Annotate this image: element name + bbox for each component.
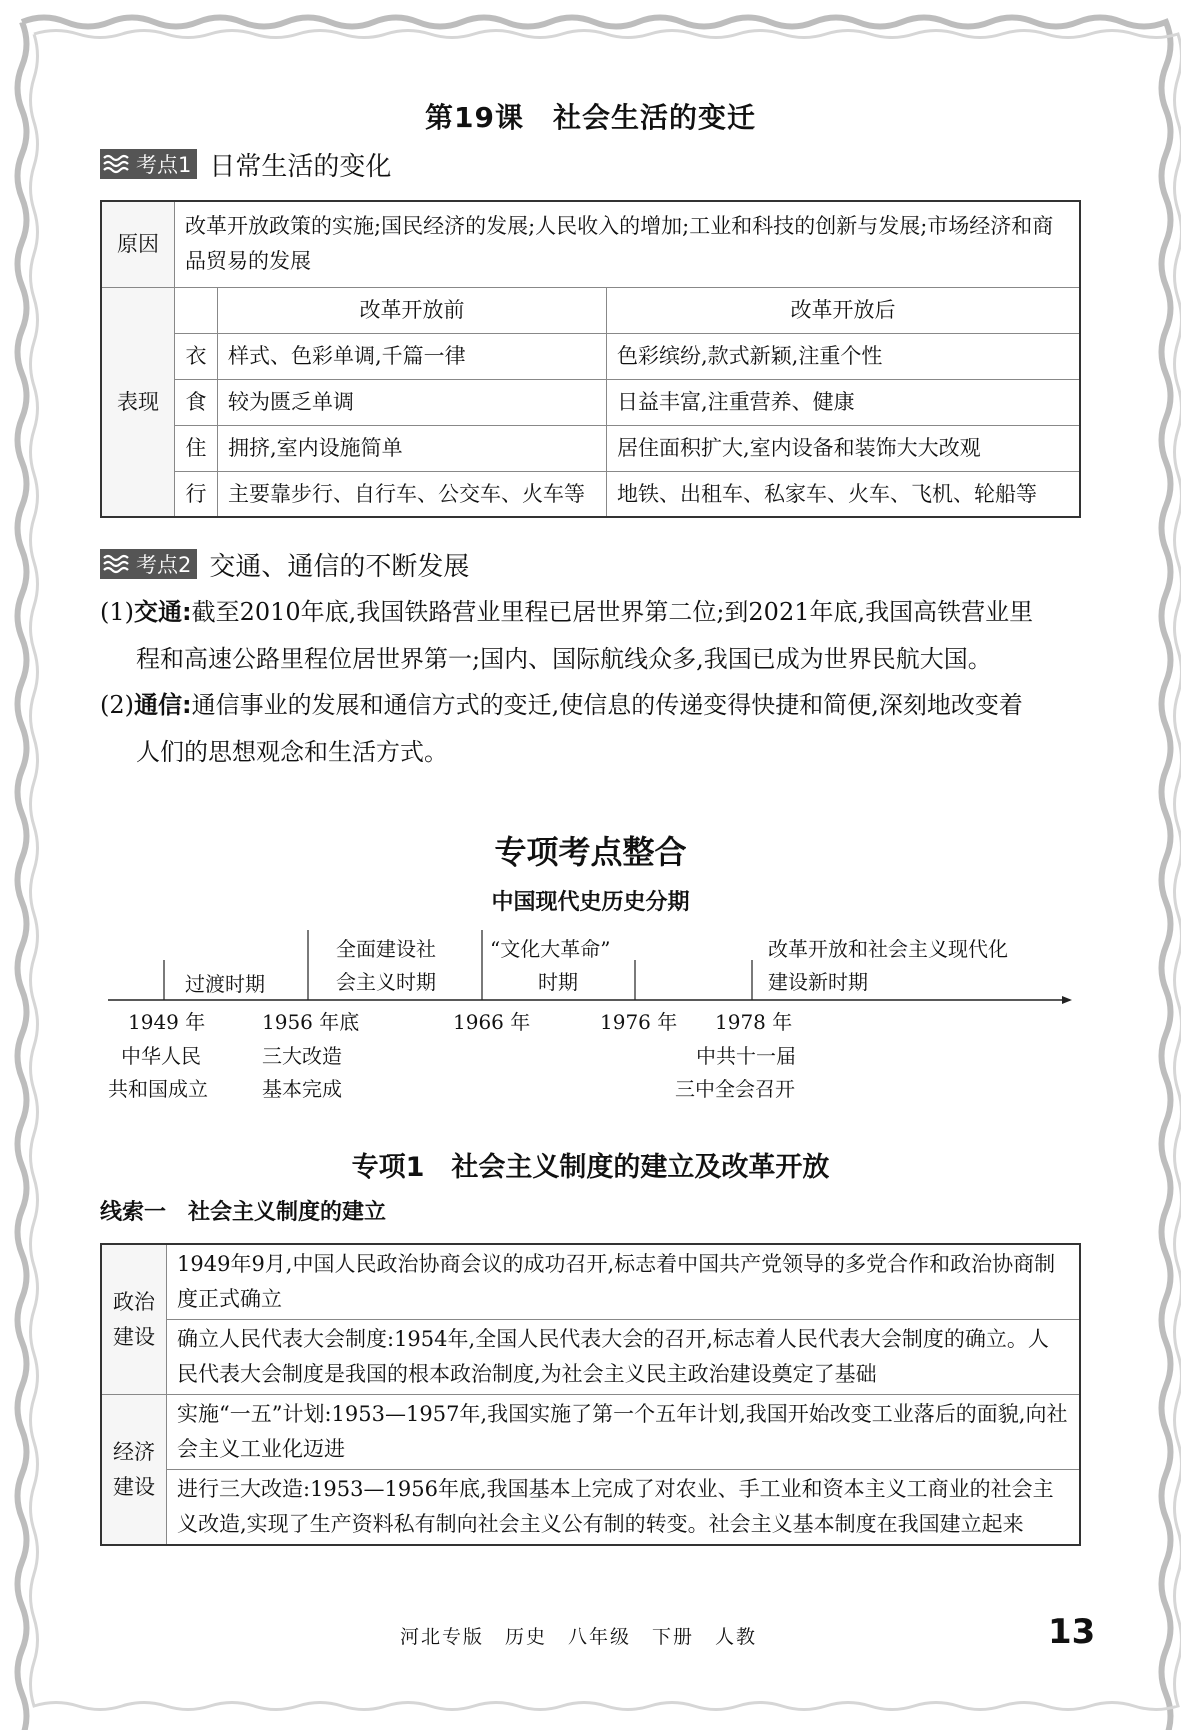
para-line-1: 截至2010年底,我国铁路营业里程已居世界第二位;到2021年底,我国高铁营业里 — [191, 598, 1034, 626]
row-before: 拥挤,室内设施简单 — [218, 425, 607, 471]
event-prc-2: 共和国成立 — [108, 1077, 208, 1101]
event-prc-1: 中华人民 — [121, 1044, 201, 1068]
para-num: (1) — [100, 598, 134, 626]
para-num: (2) — [100, 691, 134, 719]
event-plenum-2: 三中全会召开 — [675, 1077, 795, 1101]
period-cultural-revolution-2: 时期 — [538, 970, 578, 994]
period-construction-2: 会主义时期 — [336, 970, 436, 994]
para-line-2: 程和高速公路里程位居世界第一;国内、国际航线众多,我国已成为世界民航大国。 — [136, 645, 992, 673]
row-before: 较为匮乏单调 — [218, 379, 607, 425]
daily-life-table — [100, 200, 1081, 518]
row-after: 居住面积扩大,室内设备和装饰大大改观 — [607, 425, 1081, 471]
reason-text: 改革开放政策的实施;国民经济的发展;人民收入的增加;工业和科技的创新与发展;市场经济和商品贸易的发展 — [175, 201, 1081, 287]
para-label: 交通: — [134, 598, 192, 626]
date-1976: 1976 年 — [600, 1010, 678, 1034]
para-line-1: 通信事业的发展和通信方式的变迁,使信息的传递变得快捷和简便,深刻地改变着 — [191, 691, 1023, 719]
period-construction-1: 全面建设社 — [336, 937, 436, 961]
wave-icon — [102, 551, 132, 577]
politics-item-2: 确立人民代表大会制度:1954年,全国人民代表大会的召开,标志着人民代表大会制度的确立。人民代表大会制度是我国的根本政治制度,为社会主义民主政治建设奠定了基础 — [167, 1320, 1081, 1395]
economy-label-1: 经济 — [113, 1439, 155, 1464]
row-key: 行 — [175, 471, 218, 517]
politics-label-1: 政治 — [113, 1289, 155, 1314]
politics-label-2: 建设 — [113, 1324, 155, 1349]
para-label: 通信: — [134, 691, 192, 719]
paragraph-communication — [100, 682, 1085, 776]
period-cultural-revolution-1: “文化大革命” — [490, 937, 611, 961]
economy-item-2: 进行三大改造:1953—1956年底,我国基本上完成了对农业、手工业和资本主义工商业的社会主义改造,实现了生产资料私有制向社会主义公有制的转变。社会主义基本制度在我国建立起来 — [167, 1470, 1081, 1546]
kaodian-badge-label: 考点2 — [136, 553, 192, 577]
row-key: 衣 — [175, 333, 218, 379]
period-reform-2: 建设新时期 — [768, 970, 868, 994]
topic1-title: 专项1 社会主义制度的建立及改革开放 — [351, 1152, 830, 1183]
event-reform3-1: 三大改造 — [262, 1044, 342, 1068]
event-plenum-1: 中共十一届 — [696, 1044, 796, 1068]
politics-label — [101, 1244, 167, 1395]
date-1966: 1966 年 — [453, 1010, 531, 1034]
kaodian-badge — [100, 149, 197, 179]
socialist-system-table — [100, 1243, 1081, 1546]
paragraph-transport — [100, 589, 1085, 683]
special-section-title: 专项考点整合 — [494, 833, 687, 871]
date-1956: 1956 年底 — [262, 1010, 360, 1034]
kaodian-badge-label: 考点1 — [136, 153, 192, 177]
timeline-title: 中国现代史历史分期 — [491, 890, 690, 915]
period-reform-1: 改革开放和社会主义现代化 — [768, 937, 1008, 961]
page-number: 13 — [1048, 1612, 1096, 1652]
col-after: 改革开放后 — [607, 287, 1081, 333]
row-key: 食 — [175, 379, 218, 425]
date-1949: 1949 年 — [128, 1010, 206, 1034]
page-footer: 河北专版 历史 八年级 下册 人教 — [400, 1626, 758, 1648]
para-line-2: 人们的思想观念和生活方式。 — [136, 738, 448, 766]
row-after: 日益丰富,注重营养、健康 — [607, 379, 1081, 425]
row-before: 样式、色彩单调,千篇一律 — [218, 333, 607, 379]
row-after: 地铁、出租车、私家车、火车、飞机、轮船等 — [607, 471, 1081, 517]
politics-item-1: 1949年9月,中国人民政治协商会议的成功召开,标志着中国共产党领导的多党合作和政治协商制度正式确立 — [167, 1244, 1081, 1320]
reason-label: 原因 — [101, 201, 175, 287]
date-1978: 1978 年 — [715, 1010, 793, 1034]
clue1-title: 线索一 社会主义制度的建立 — [100, 1200, 387, 1225]
row-key: 住 — [175, 425, 218, 471]
economy-label — [101, 1395, 167, 1546]
kaodian-2-heading — [100, 547, 469, 581]
event-reform3-2: 基本完成 — [262, 1077, 342, 1101]
wave-icon — [102, 151, 132, 177]
col-before: 改革开放前 — [218, 287, 607, 333]
kaodian-badge — [100, 549, 197, 579]
economy-item-1: 实施“一五”计划:1953—1957年,我国实施了第一个五年计划,我国开始改变工业落后的面貌,向社会主义工业化迈进 — [167, 1395, 1081, 1470]
row-after: 色彩缤纷,款式新颖,注重个性 — [607, 333, 1081, 379]
economy-label-2: 建设 — [113, 1474, 155, 1499]
kaodian-title: 交通、通信的不断发展 — [209, 551, 470, 582]
period-transition: 过渡时期 — [185, 972, 265, 996]
performance-label: 表现 — [101, 287, 175, 517]
lesson-title: 第19课 社会生活的变迁 — [425, 101, 756, 134]
kaodian-1-heading — [100, 147, 391, 181]
kaodian-title: 日常生活的变化 — [209, 151, 392, 182]
row-before: 主要靠步行、自行车、公交车、火车等 — [218, 471, 607, 517]
